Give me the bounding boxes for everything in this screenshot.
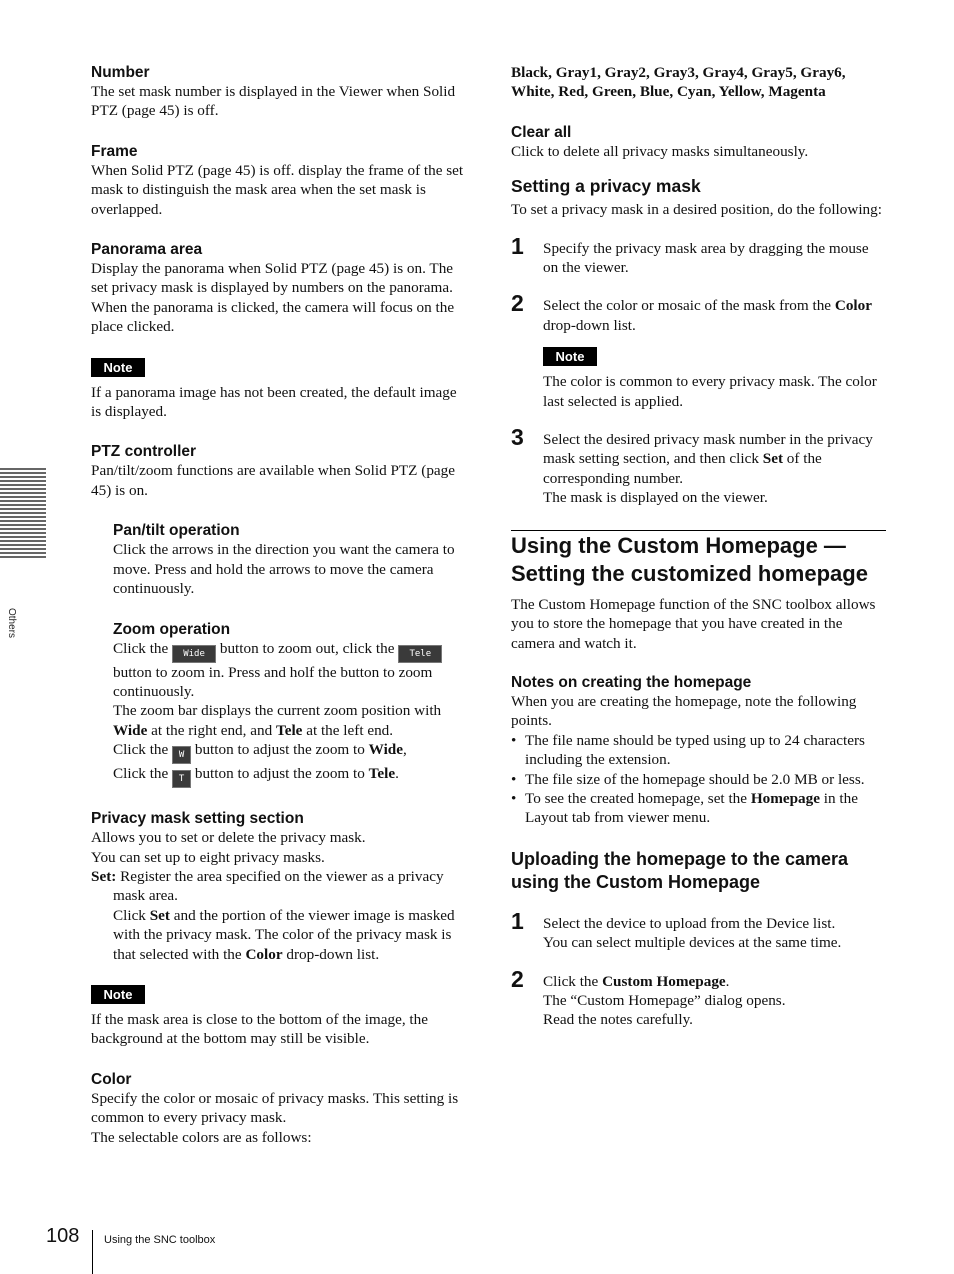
heading-custom-homepage: Using the Custom Homepage — Setting the customized homepage (511, 532, 868, 586)
note-text: If a panorama image has not been created, the default image is displayed. (91, 383, 457, 421)
step-2: 2 Click the Custom Homepage. The “Custom Homepage” dialog opens. Read the notes carefully. (511, 965, 786, 1029)
heading-privacy-mask-section: Privacy mask setting section (91, 810, 304, 828)
left-column (91, 63, 465, 1147)
step-2: 2 Select the color or mosaic of the mask from the Color drop-down list. Note The color is common to every privacy mask. The color last selected is applied. (511, 296, 886, 411)
note-badge: Note (91, 358, 145, 377)
number-text: The set mask number is displayed in the Viewer when Solid PTZ (page 45) is off. (91, 83, 456, 120)
step-1: 1 Select the device to upload from the Device list. You can select multiple devices at the same time. (511, 907, 842, 952)
step-number: 2 (511, 965, 524, 992)
frame-text: When Solid PTZ (page 45) is off. display the frame of the set mask to distinguish the mask area when the set mask is overlapped. (91, 161, 464, 218)
page-number: 108 (46, 1225, 80, 1247)
heading-zoom: Zoom operation (113, 620, 231, 638)
heading-uploading: Uploading the homepage to the camera using the Custom Homepage (511, 848, 849, 892)
notes-intro: When you are creating the homepage, note the following points. (511, 692, 857, 730)
step-number: 1 (511, 232, 524, 259)
wide-button-icon: Wide (172, 645, 216, 663)
heading-notes-creating: Notes on creating the homepage (511, 673, 752, 691)
ptz-text: Pan/tilt/zoom functions are available when Solid PTZ (page 45) is on. (91, 462, 455, 499)
right-column (511, 63, 886, 1030)
zoom-text: Click the Wide button to zoom out, click the Tele button to zoom in. Press and holf the button to zoom continuously. (113, 639, 465, 702)
color-text-2: The selectable colors are as follows: (91, 1128, 312, 1146)
footer-title: Using the SNC toolbox (104, 1234, 216, 1246)
heading-panorama: Panorama area (91, 241, 203, 259)
heading-number: Number (91, 64, 150, 81)
heading-color: Color (91, 1070, 132, 1088)
set-definition: Set: Register the area specified on the viewer as a privacy mask area. (91, 867, 444, 905)
set-detail: Click Set and the portion of the viewer image is masked with the privacy mask. The color of the privacy mask is that selected with the Color drop-down list. (113, 906, 455, 963)
color-text: Specify the color or mosaic of privacy masks. This setting is common to every privacy mask. (91, 1089, 459, 1127)
heading-ptz-controller: PTZ controller (91, 443, 197, 461)
privacy-line-1: Allows you to set or delete the privacy mask. (91, 829, 366, 847)
note-badge: Note (543, 347, 597, 366)
section-label: Others (6, 608, 17, 639)
tele-button-icon: Tele (398, 645, 442, 663)
pan-tilt-text: Click the arrows in the direction you want the camera to move. Press and hold the arrows to move the camera continuously. (113, 541, 455, 598)
w-button-icon: W (172, 746, 191, 764)
note-text: The color is common to every privacy mask. The color last selected is applied. (543, 373, 877, 410)
heading-pan-tilt: Pan/tilt operation (113, 522, 240, 540)
privacy-line-2: You can set up to eight privacy masks. (91, 848, 325, 866)
bullet-item: • The file size of the homepage should be 2.0 MB or less. (511, 770, 886, 789)
color-list: Black, Gray1, Gray2, Gray3, Gray4, Gray5, Gray6, White, Red, Green, Blue, Cyan, Yellow, Magenta (511, 64, 846, 101)
clear-all-text: Click to delete all privacy masks simultaneously. (511, 142, 809, 160)
step-number: 1 (511, 907, 524, 934)
t-button-icon: T (172, 770, 191, 788)
bullet-item: • The file name should be typed using up to 24 characters including the extension. (511, 731, 886, 770)
zoom-bar-text: The zoom bar displays the current zoom position with Wide at the right end, and Tele at the left end. Click the W button to adjust the zoom to Wide, Click the T button to adjust the zoom to Tele. (113, 701, 465, 788)
section-thumb-tab (0, 468, 46, 560)
heading-setting-privacy-mask: Setting a privacy mask (511, 176, 701, 197)
step-3: 3 Select the desired privacy mask number in the privacy mask setting section, and then click Set of the corresponding number. The mask is displayed on the viewer. (511, 424, 873, 507)
step-1: 1 Specify the privacy mask area by dragging the mouse on the viewer. (511, 232, 869, 277)
note-badge: Note (91, 985, 145, 1004)
footer-divider (92, 1230, 93, 1274)
setting-intro: To set a privacy mask in a desired position, do the following: (511, 201, 882, 219)
bullet-item: • To see the created homepage, set the Homepage in the Layout tab from viewer menu. (511, 789, 886, 828)
panorama-text: Display the panorama when Solid PTZ (page 45) is on. The set privacy mask is displayed by numbers on the panorama. When the panorama is clicked, the camera will focus on the place clicked. (91, 260, 455, 336)
note-text: If the mask area is close to the bottom of the image, the background at the bottom may still be visible. (91, 1010, 428, 1048)
heading-clear-all: Clear all (511, 123, 572, 141)
heading-frame: Frame (91, 142, 138, 160)
custom-intro: The Custom Homepage function of the SNC toolbox allows you to store the homepage that you have created in the camera and watch it. (511, 595, 876, 652)
step-number: 2 (511, 290, 524, 317)
step-number: 3 (511, 424, 524, 451)
